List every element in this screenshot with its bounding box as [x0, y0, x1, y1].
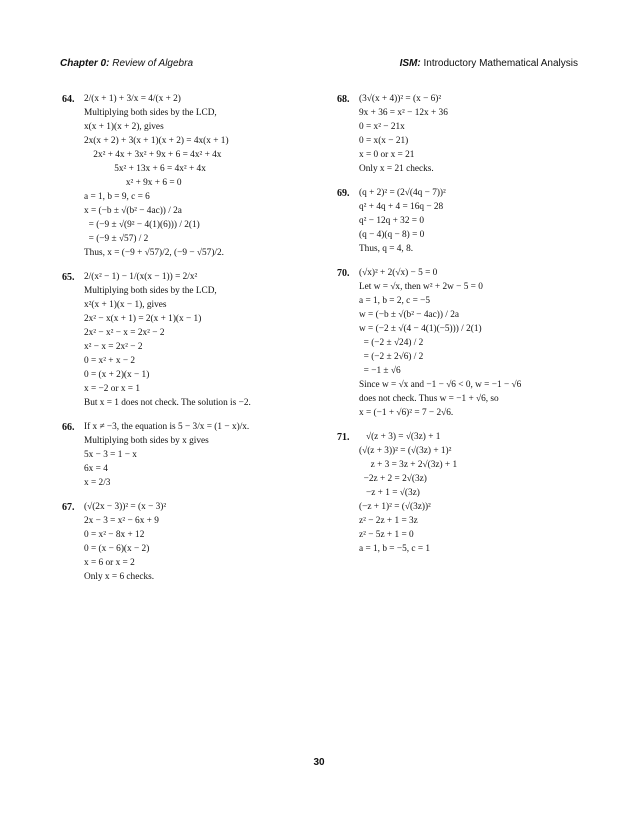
solution-line: Let w = √x, then w² + 2w − 5 = 0: [359, 282, 483, 292]
book-header: [400, 58, 578, 69]
solution-line: (−z + 1)² = (√(3z))²: [359, 502, 431, 512]
solution-steps: [84, 270, 330, 410]
solution-line: 6x = 4: [84, 464, 108, 474]
solution-line: x² − x = 2x² − 2: [84, 342, 143, 352]
chapter-label: Chapter 0:: [60, 58, 110, 69]
solution-line: If x ≠ −3, the equation is 5 − 3/x = (1 − x)/x.: [84, 422, 250, 432]
book-title: Introductory Mathematical Analysis: [420, 58, 578, 69]
solution-steps: [359, 186, 605, 256]
problem-64: [62, 92, 330, 260]
page-number: 30: [313, 757, 325, 768]
solution-line: w = (−2 ± √(4 − 4(1)(−5))) / 2(1): [359, 324, 482, 334]
solution-line: z + 3 = 3z + 2√(3z) + 1: [359, 460, 458, 470]
solution-steps: [359, 266, 605, 420]
solution-steps: [84, 92, 330, 260]
solution-line: = (−2 ± 2√6) / 2: [359, 352, 424, 362]
solution-line: −2z + 2 = 2√(3z): [359, 474, 427, 484]
solution-line: x²(x + 1)(x − 1), gives: [84, 300, 167, 310]
problem-67: [62, 500, 330, 584]
solution-line: q² + 4q + 4 = 16q − 28: [359, 202, 444, 212]
solution-steps: [84, 500, 330, 584]
solution-line: (√x)² + 2(√x) − 5 = 0: [359, 268, 438, 278]
solution-steps: [359, 430, 605, 556]
solution-line: x(x + 1)(x + 2), gives: [84, 122, 164, 132]
solution-line: Thus, x = (−9 + √57)/2, (−9 − √57)/2.: [84, 248, 224, 258]
solution-line: z² − 2z + 1 = 3z: [359, 516, 418, 526]
solution-line: 0 = x² − 21x: [359, 122, 405, 132]
solution-line: −z + 1 = √(3z): [359, 488, 420, 498]
solution-line: Multiplying both sides by x gives: [84, 436, 209, 446]
solution-steps: [84, 420, 330, 490]
solution-line: 2x(x + 2) + 3(x + 1)(x + 2) = 4x(x + 1): [84, 136, 229, 146]
problem-number: 68.: [337, 94, 350, 105]
solution-line: (√(2x − 3))² = (x − 3)²: [84, 502, 167, 512]
solution-line: 2/(x + 1) + 3/x = 4/(x + 2): [84, 94, 181, 104]
solution-line: Only x = 6 checks.: [84, 572, 155, 582]
solution-line: x = 6 or x = 2: [84, 558, 135, 568]
solution-line: = (−2 ± √24) / 2: [359, 338, 424, 348]
solution-line: x = 0 or x = 21: [359, 150, 415, 160]
chapter-header: [60, 58, 193, 69]
solution-line: z² − 5z + 1 = 0: [359, 530, 414, 540]
problem-number: 67.: [62, 502, 75, 513]
solution-line: Only x = 21 checks.: [359, 164, 434, 174]
solution-line: Thus, q = 4, 8.: [359, 244, 414, 254]
solution-line: x = 2/3: [84, 478, 111, 488]
solution-line: a = 1, b = 9, c = 6: [84, 192, 150, 202]
problem-71: [337, 430, 605, 556]
problem-number: 65.: [62, 272, 75, 283]
solution-line: x = −2 or x = 1: [84, 384, 141, 394]
solution-line: 2/(x² − 1) − 1/(x(x − 1)) = 2/x²: [84, 272, 198, 282]
book-label: ISM:: [399, 58, 421, 69]
solution-line: √(z + 3) = √(3z) + 1: [359, 432, 441, 442]
problem-69: [337, 186, 605, 256]
solution-line: 0 = (x − 6)(x − 2): [84, 544, 150, 554]
solution-line: Since w = √x and −1 − √6 < 0, w = −1 − √6: [359, 380, 522, 390]
problem-68: [337, 92, 605, 176]
problem-number: 70.: [337, 268, 350, 279]
solution-line: 0 = (x + 2)(x − 1): [84, 370, 150, 380]
solution-line: But x = 1 does not check. The solution is −2.: [84, 398, 251, 408]
solution-line: 5x − 3 = 1 − x: [84, 450, 137, 460]
problem-number: 69.: [337, 188, 350, 199]
solution-line: Multiplying both sides by the LCD,: [84, 286, 217, 296]
solution-line: 0 = x(x − 21): [359, 136, 409, 146]
solution-line: 2x² − x² − x = 2x² − 2: [84, 328, 165, 338]
problem-65: [62, 270, 330, 410]
solution-steps: [359, 92, 605, 176]
solution-line: (√(z + 3))² = (√(3z) + 1)²: [359, 446, 452, 456]
solution-line: does not check. Thus w = −1 + √6, so: [359, 394, 499, 404]
left-column: [62, 92, 330, 594]
chapter-title: Review of Algebra: [109, 58, 194, 69]
problem-number: 64.: [62, 94, 75, 105]
problem-70: [337, 266, 605, 420]
solution-line: a = 1, b = −5, c = 1: [359, 544, 431, 554]
solution-line: = (−9 ± √57) / 2: [84, 234, 149, 244]
solution-line: (q + 2)² = (2√(4q − 7))²: [359, 188, 446, 198]
solution-line: a = 1, b = 2, c = −5: [359, 296, 431, 306]
problem-number: 71.: [337, 432, 350, 443]
right-column: [337, 92, 605, 566]
problem-66: [62, 420, 330, 490]
solution-line: (q − 4)(q − 8) = 0: [359, 230, 425, 240]
solution-line: (3√(x + 4))² = (x − 6)²: [359, 94, 442, 104]
solution-line: 0 = x² − 8x + 12: [84, 530, 145, 540]
solution-line: 2x − 3 = x² − 6x + 9: [84, 516, 159, 526]
solution-line: 0 = x² + x − 2: [84, 356, 136, 366]
solution-line: x = (−1 + √6)² = 7 − 2√6.: [359, 408, 454, 418]
solution-line: 5x² + 13x + 6 = 4x² + 4x: [84, 164, 206, 174]
solution-line: 2x² + 4x + 3x² + 9x + 6 = 4x² + 4x: [84, 150, 222, 160]
problem-number: 66.: [62, 422, 75, 433]
solution-line: = (−9 ± √(9² − 4(1)(6))) / 2(1): [84, 220, 200, 230]
solution-line: 2x² − x(x + 1) = 2(x + 1)(x − 1): [84, 314, 202, 324]
solution-line: w = (−b ± √(b² − 4ac)) / 2a: [359, 310, 459, 320]
solution-line: 9x + 36 = x² − 12x + 36: [359, 108, 448, 118]
solution-line: q² − 12q + 32 = 0: [359, 216, 425, 226]
solution-line: Multiplying both sides by the LCD,: [84, 108, 217, 118]
solution-line: x = (−b ± √(b² − 4ac)) / 2a: [84, 206, 182, 216]
solution-line: = −1 ± √6: [359, 366, 401, 376]
solution-line: x² + 9x + 6 = 0: [84, 178, 182, 188]
